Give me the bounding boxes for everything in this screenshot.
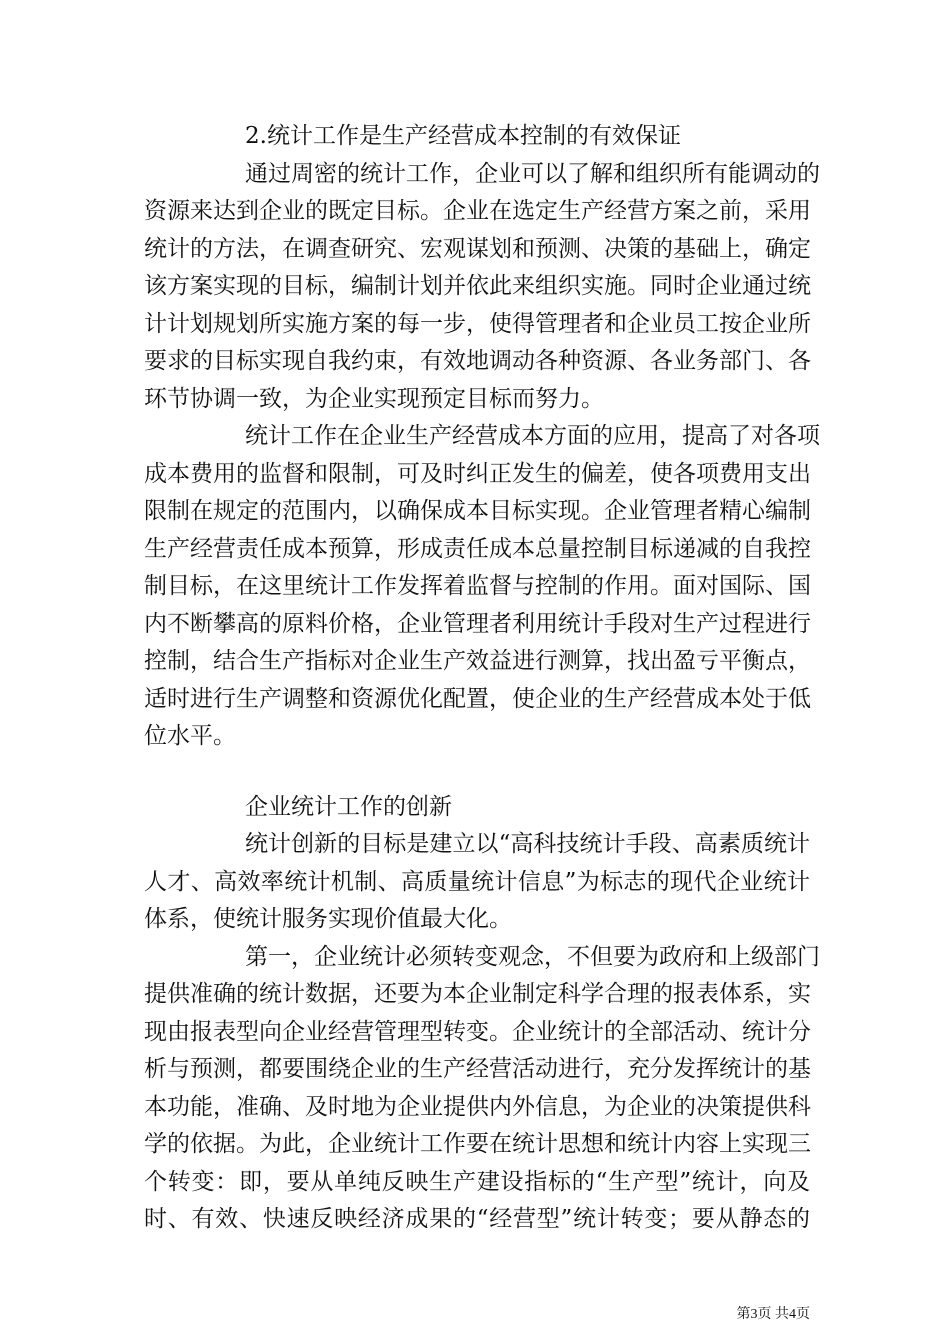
text-line: 第一，企业统计必须转变观念，不但要为政府和上级部门 (245, 943, 820, 970)
text-line: 统计工作在企业生产经营成本方面的应用，提高了对各项 (245, 423, 820, 449)
text-line: 适时进行生产调整和资源优化配置，使企业的生产经营成本处于低 (144, 685, 811, 712)
text-line: 内不断攀高的原料价格，企业管理者利用统计手段对生产过程进行 (144, 610, 811, 637)
text-line: 要求的目标实现自我约束，有效地调动各种资源、各业务部门、各 (144, 348, 811, 374)
text-line: 该方案实现的目标，编制计划并依此来组织实施。同时企业通过统 (144, 273, 811, 299)
text-line: 统计创新的目标是建立以“高科技统计手段、高素质统计 (245, 831, 810, 857)
section-heading: 2.统计工作是生产经营成本控制的有效保证 (245, 123, 681, 149)
text-line: 个转变：即，要从单纯反映生产建设指标的“生产型”统计，向及 (144, 1168, 810, 1195)
text-line: 人才、高效率统计机制、高质量统计信息”为标志的现代企业统计 (144, 868, 810, 895)
text-line: 资源来达到企业的既定目标。企业在选定生产经营方案之前，采用 (144, 198, 811, 224)
text-line: 制目标，在这里统计工作发挥着监督与控制的作用。面对国际、国 (144, 573, 811, 599)
text-line: 计计划规划所实施方案的每一步，使得管理者和企业员工按企业所 (144, 310, 811, 337)
text-line: 提供准确的统计数据，还要为本企业制定科学合理的报表体系，实 (144, 981, 811, 1007)
text-line: 时、有效、快速反映经济成果的“经营型”统计转变；要从静态的 (144, 1206, 810, 1232)
text-line: 生产经营责任成本预算，形成责任成本总量控制目标递减的自我控 (144, 535, 811, 562)
section-heading: 企业统计工作的创新 (245, 793, 452, 820)
text-line: 位水平。 (144, 723, 236, 749)
text-line: 限制在规定的范围内，以确保成本目标实现。企业管理者精心编制 (144, 498, 811, 524)
page-number: 第3页 共4页 (736, 1307, 810, 1322)
text-line: 统计的方法，在调查研究、宏观谋划和预测、决策的基础上，确定 (144, 235, 811, 262)
document-page (144, 118, 820, 1239)
paragraph-4 (144, 939, 820, 1239)
text-line: 现由报表型向企业经营管理型转变。企业统计的全部活动、统计分 (144, 1018, 811, 1045)
text-line: 通过周密的统计工作，企业可以了解和组织所有能调动的 (245, 160, 820, 187)
text-line: 成本费用的监督和限制，可及时纠正发生的偏差，使各项费用支出 (144, 460, 811, 487)
text-line: 控制，结合生产指标对企业生产效益进行测算，找出盈亏平衡点， (144, 648, 811, 674)
paragraph-3 (144, 826, 810, 939)
text-line: 学的依据。为此，企业统计工作要在统计思想和统计内容上实现三 (144, 1131, 811, 1157)
text-line: 析与预测，都要围绕企业的生产经营活动进行，充分发挥统计的基 (144, 1056, 811, 1082)
text-line: 本功能，准确、及时地为企业提供内外信息，为企业的决策提供科 (144, 1093, 811, 1120)
paragraph-1 (144, 156, 820, 419)
text-line: 环节协调一致，为企业实现预定目标而努力。 (144, 385, 604, 412)
paragraph-2 (144, 418, 820, 756)
text-line: 体系，使统计服务实现价值最大化。 (144, 906, 512, 932)
